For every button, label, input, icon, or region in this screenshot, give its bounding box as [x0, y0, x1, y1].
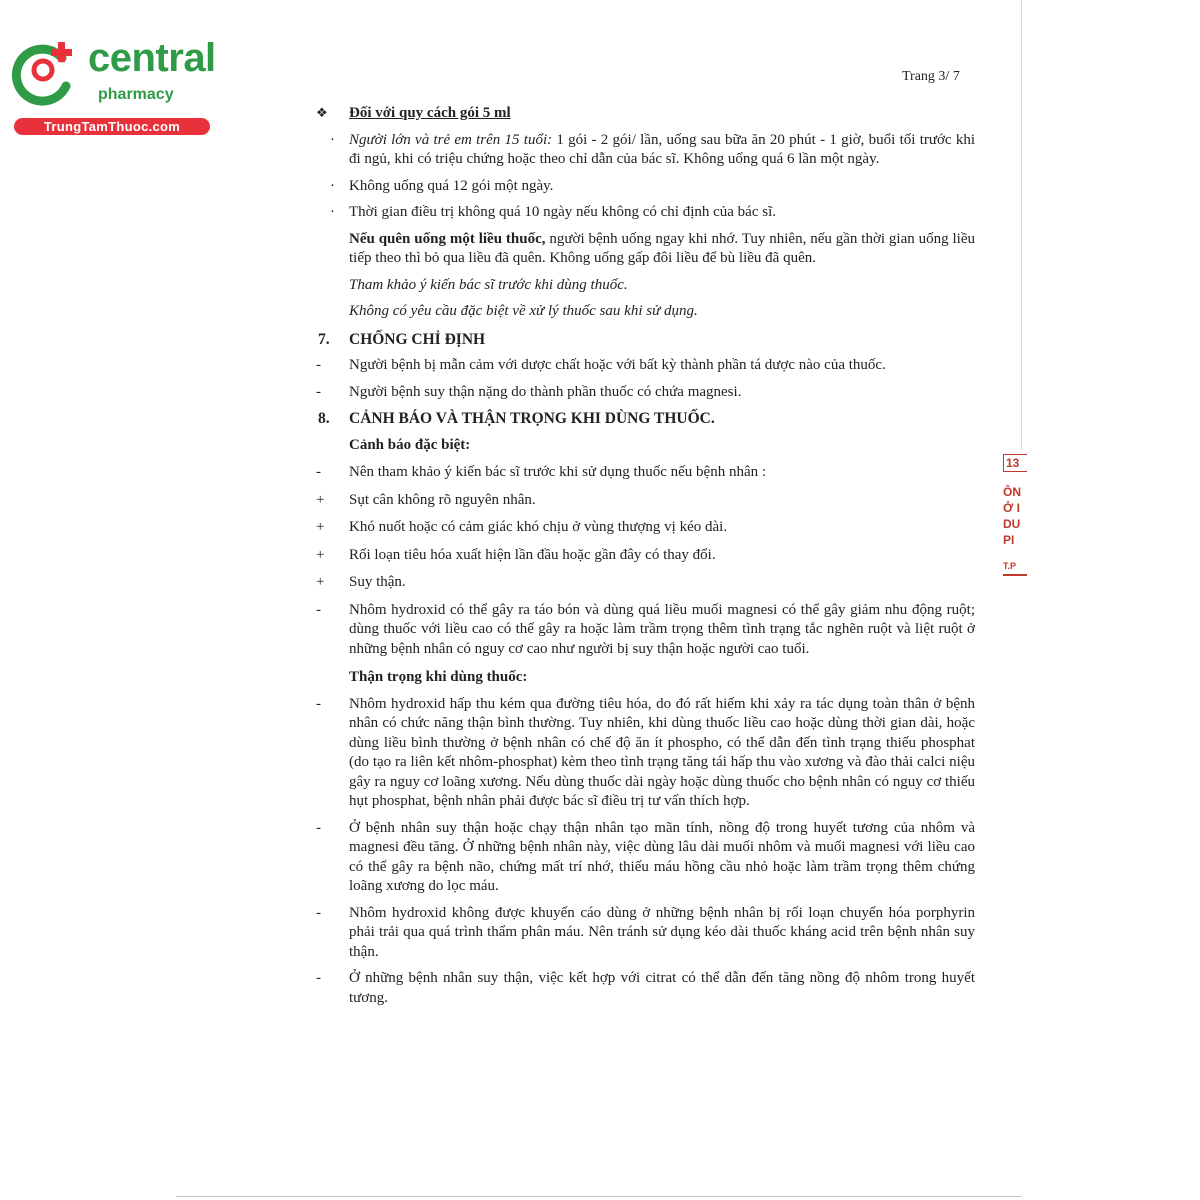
precaution-text: Nhôm hydroxid không được khuyến cáo dùng ở những bệnh nhân bị rối loạn chuyển hóa porphyrin phải trải qua quá trình thẩm phân máu. Nên tránh sử dụng kéo dài thuốc kháng acid trên bệnh nhân suy thận.	[349, 904, 975, 960]
dash-bullet: -	[316, 695, 321, 712]
dot-bullet-icon: ·	[330, 177, 335, 194]
dash-bullet: -	[316, 904, 321, 921]
dash-bullet: -	[316, 970, 321, 986]
stamp-text: T.P	[1003, 558, 1027, 576]
consult-item: Khó nuốt hoặc có cảm giác khó chịu ở vùng thượng vị kéo dài.	[349, 519, 728, 535]
stamp-text: PI	[1003, 533, 1015, 547]
list-item	[300, 518, 975, 538]
list-item	[300, 131, 975, 170]
consult-item: Sụt cân không rõ nguyên nhân.	[349, 491, 536, 508]
brand-subtitle: pharmacy	[98, 86, 174, 103]
missed-dose-text: người bệnh uống ngay khi nhớ. Tuy nhiên, nếu gần thời gian uống liều tiếp theo thì bỏ qua liều đã quên. Không uống gấp đôi liều để bù liều đã quên.	[349, 230, 975, 266]
warning-paragraph: Nhôm hydroxid có thể gây ra táo bón và dùng quá liều muối magnesi có thể gây giảm nhu động ruột; dùng thuốc với liều cao có thể gây ra hoặc làm trầm trọng thêm tình trạng tắc nghẽn ruột và liệt ruột ở những bệnh nhân có nguy cơ cao như người bị suy thận hoặc người cao tuổi.	[349, 601, 975, 657]
brand-url: TrungTamThuoc.com	[14, 118, 210, 135]
note-line	[300, 276, 975, 296]
consult-intro: Nên tham khảo ý kiến bác sĩ trước khi sử dụng thuốc nếu bệnh nhân :	[349, 464, 767, 480]
pharmacy-cross-logo-icon	[10, 36, 80, 106]
note-line	[300, 302, 975, 322]
document-body	[300, 100, 975, 1008]
list-item	[300, 904, 975, 963]
contraindication-text: Người bệnh bị mẫn cảm với dược chất hoặc với bất kỳ thành phần tá dược nào của thuốc.	[349, 357, 886, 373]
contraindication-text: Người bệnh suy thận nặng do thành phần thuốc có chứa magnesi.	[349, 383, 742, 400]
section-7-heading	[300, 330, 975, 350]
central-pharmacy-logo	[10, 36, 215, 136]
dot-bullet-icon: ·	[330, 204, 335, 220]
diamond-bullet-icon: ❖	[316, 106, 328, 121]
plus-bullet: +	[316, 546, 325, 563]
consult-item: Rối loạn tiêu hóa xuất hiện lần đầu hoặc gần đây có thay đổi.	[349, 546, 716, 563]
disposal-note: Không có yêu cầu đặc biệt về xử lý thuốc sau khi sử dụng.	[349, 303, 698, 319]
page-number: Trang 3/ 7	[902, 69, 960, 84]
dash-bullet: -	[316, 601, 321, 618]
list-item	[300, 969, 975, 1008]
list-item	[300, 383, 975, 403]
list-item	[300, 601, 975, 660]
plus-bullet: +	[316, 491, 325, 508]
brand-name: central	[88, 36, 216, 80]
list-item	[300, 463, 975, 483]
section-title: CHỐNG CHỈ ĐỊNH	[349, 330, 486, 348]
packet-heading: Đối với quy cách gói 5 ml	[349, 105, 511, 121]
precaution-heading: Thận trọng khi dùng thuốc:	[349, 669, 528, 685]
dash-bullet: -	[316, 357, 321, 373]
list-item	[300, 819, 975, 897]
max-daily-text: Không uống quá 12 gói một ngày.	[349, 177, 554, 194]
dash-bullet: -	[316, 819, 321, 836]
stamp-text: Ở I	[1003, 501, 1020, 515]
section-title: CẢNH BÁO VÀ THẬN TRỌNG KHI DÙNG THUỐC.	[349, 410, 715, 427]
plus-bullet: +	[316, 574, 325, 590]
list-item	[300, 177, 975, 197]
dosage-text: 1 gói - 2 gói/ lần, uống sau bữa ăn 20 phút - 1 giờ, buổi tối trước khi đi ngủ, khi có triệu chứng hoặc theo chỉ dẫn của bác sĩ. Không uống quá 6 lần một ngày.	[349, 131, 975, 167]
list-item	[300, 491, 975, 511]
section-number: 7.	[318, 330, 330, 348]
stamp-fragment	[1003, 454, 1027, 614]
list-item	[300, 695, 975, 812]
consult-item: Suy thận.	[349, 574, 406, 590]
dash-bullet: -	[316, 464, 321, 480]
list-item	[300, 356, 975, 376]
duration-text: Thời gian điều trị không quá 10 ngày nếu không có chỉ định của bác sĩ.	[349, 204, 777, 220]
section-number: 8.	[318, 410, 330, 427]
precaution-text: Nhôm hydroxid hấp thu kém qua đường tiêu hóa, do đó rất hiếm khi xảy ra tác dụng toàn thân ở bệnh nhân có chức năng thận bình thường. Tuy nhiên, khi dùng thuốc liều cao hoặc dùng thời gian dài, hoặc dùng liều bình thường ở bệnh nhân có chế độ ăn ít phospho, có thể dẫn đến tình trạng thiếu phosphat (do tạo ra liên kết nhôm-phosphat) kèm theo tình trạng tăng tái hấp thu vào xương và đào thải calci niệu gây ra nguy cơ loãng xương. Nếu dùng thuốc dài ngày hoặc dùng thuốc cho bệnh nhân có nguy cơ thiếu hụt phosphat, bệnh nhân phải được bác sĩ điều trị tư vấn thích hợp.	[349, 695, 975, 809]
missed-dose-paragraph	[300, 230, 975, 269]
page-edge	[1021, 0, 1022, 450]
list-item	[300, 573, 975, 593]
stamp-text: ÔN	[1003, 485, 1021, 499]
stamp-text: 13	[1003, 454, 1027, 472]
dosage-lead: Người lớn và trẻ em trên 15 tuổi:	[349, 131, 553, 148]
packet-heading-row	[300, 104, 975, 124]
stamp-text: DU	[1003, 517, 1021, 531]
dot-bullet-icon: ·	[330, 131, 335, 148]
missed-dose-lead: Nếu quên uống một liều thuốc,	[349, 230, 546, 247]
plus-bullet: +	[316, 519, 325, 535]
precaution-text: Ở bệnh nhân suy thận hoặc chạy thận nhân tạo mãn tính, nồng độ trong huyết tương của nhôm và magnesi đều tăng. Ở những bệnh nhân này, việc dùng lâu dài muối nhôm và muối magnesi với liều cao có thể gây ra bệnh não, chứng mất trí nhớ, thiếu máu hồng cầu nhỏ hoặc làm trầm trọng thêm chứng loãng xương do lọc máu.	[349, 819, 975, 894]
list-item	[300, 546, 975, 566]
list-item	[300, 203, 975, 223]
bottom-divider	[176, 1196, 1022, 1197]
precaution-text: Ở những bệnh nhân suy thận, việc kết hợp với citrat có thể dẫn đến tăng nồng độ nhôm trong huyết tương.	[349, 970, 975, 1006]
section-8-heading	[300, 409, 975, 429]
special-warning-heading: Cảnh báo đặc biệt:	[349, 436, 471, 453]
dash-bullet: -	[316, 383, 321, 400]
consult-note: Tham khảo ý kiến bác sĩ trước khi dùng thuốc.	[349, 276, 628, 293]
